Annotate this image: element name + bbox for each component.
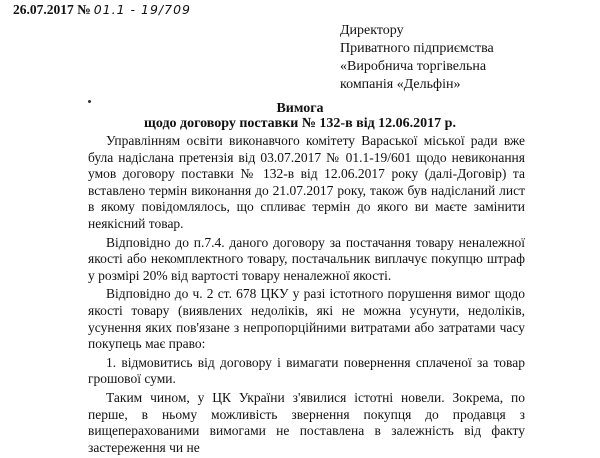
- recipient-line: Приватного підприємства: [340, 41, 494, 56]
- recipient-block: [340, 22, 494, 94]
- document-title: Вимога: [276, 101, 324, 116]
- document-subtitle: щодо договору поставки № 132-в від 12.06.2017 р.: [144, 116, 456, 131]
- recipient-line: Директору: [340, 23, 404, 38]
- recipient-line: компанія «Дельфін»: [340, 77, 461, 92]
- body-paragraph: Таким чином, у ЦК України з'явилися істотні новели. Зокрема, по перше, в ньому можливість звернення покупця до продавця з вищеперахованими вимогами не поставлена в залежність від факту застереження чи не: [88, 389, 525, 455]
- body-list-item: 1. відмовитись від договору і вимагати повернення сплаченої за товар грошової суми.: [88, 354, 525, 387]
- date-number-label: 26.07.2017 №: [13, 2, 91, 17]
- outgoing-number-line: [13, 2, 191, 18]
- body-paragraph: Відповідно до п.7.4. даного договору за постачання товару неналежної якості або некомплектного товару, постачальник виплачує покупцю штраф у розмірі 20% від вартості товару неналежної якості.: [88, 234, 525, 283]
- handwritten-registration-number: 01.1 - 19/709: [93, 2, 191, 17]
- document-body: [88, 133, 525, 458]
- body-paragraph: Управлінням освіти виконавчого комітету Вараської міської ради вже була надіслана претензія від 03.07.2017 № 01.1-19/601 щодо невиконання умов договору поставки № 132-в від 12.06.2017 року (далі-Договір) та вставлено термін виконання до 21.07.2017 року, також був надісланий лист в якому повідомлялось, що спливає термін до якого ви маєте замінити неякісний товар.: [88, 133, 525, 231]
- recipient-line: «Виробнича торгівельна: [340, 59, 487, 74]
- body-paragraph: Відповідно до ч. 2 ст. 678 ЦКУ у разі істотного порушення вимог щодо якості товару (виявлених недоліків, які не можна усунути, недоліків, усунення яких пов'язане з непропорційними витратами або затратами часу покупець має право:: [88, 286, 525, 352]
